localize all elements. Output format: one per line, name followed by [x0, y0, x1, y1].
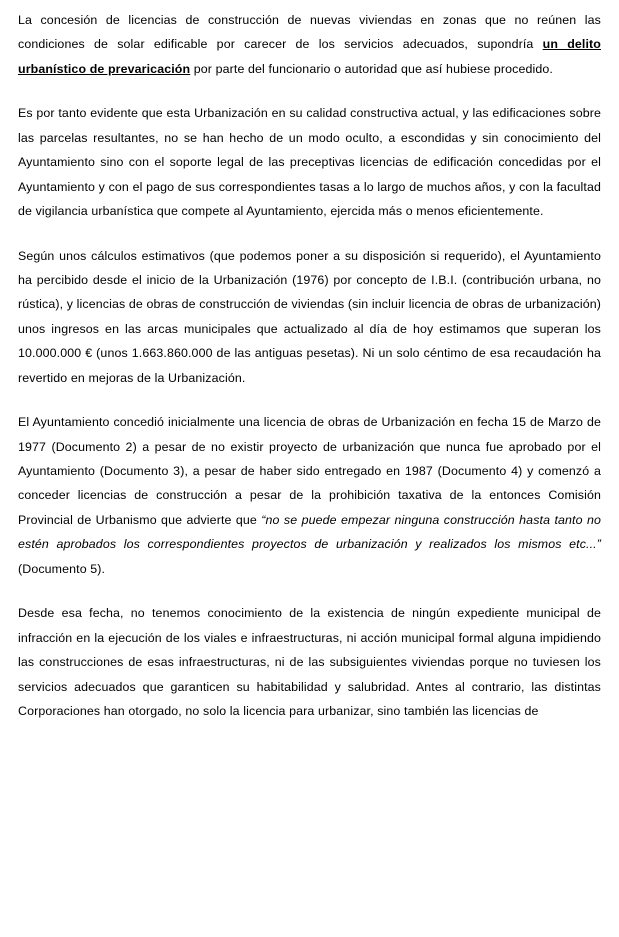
text-run: La concesión de licencias de construcción de nuevas viviendas en zonas que no reúnen las condiciones de solar edificable por carecer de los servicios adecuados, supondría — [18, 13, 601, 52]
paragraph — [18, 101, 601, 223]
text-run: Es por tanto evidente que esta Urbanización en su calidad constructiva actual, y las edificaciones sobre las parcelas resultantes, no se han hecho de un modo oculto, a escondidas y sin conocimiento del Ayuntamiento sino con el soporte legal de las preceptivas licencias de edificación concedidas por el Ayuntamiento y con el pago de sus correspondientes tasas a lo largo de muchos años, y con la facultad de vigilancia urbanística que compete al Ayuntamiento, ejercida más o menos eficientemente. — [18, 106, 601, 219]
text-run: Según unos cálculos estimativos (que podemos poner a su disposición si requerido), el Ayuntamiento ha percibido desde el inicio de la Urbanización (1976) por concepto de I.B.I. (contribución urbana, no rústica), y licencias de obras de construcción de viviendas (sin incluir licencia de obras de urbanización) unos ingresos en las arcas municipales que actualizado al día de hoy estimamos que superan los 10.000.000 € (unos 1.663.860.000 de las antiguas pesetas). Ni un solo céntimo de esa recaudación ha revertido en mejoras de la Urbanización. — [18, 248, 601, 385]
quoted-phrase: “no se puede empezar ninguna construcción hasta tanto no estén aprobados los correspondientes proyectos de urbanización y realizados los mismos etc...” — [18, 512, 601, 552]
text-run: (Documento 5). — [18, 561, 106, 576]
emphasized-phrase: un delito urbanístico de prevaricación — [18, 37, 601, 76]
paragraph — [18, 8, 601, 81]
paragraph — [18, 601, 601, 723]
text-run: Desde esa fecha, no tenemos conocimiento de la existencia de ningún expediente municipal de infracción en la ejecución de los viales e infraestructuras, ni acción municipal formal alguna impidiendo las construcciones de esas infraestructuras, ni de las subsiguientes viviendas porque no tuviesen los servicios adecuados que garanticen su habitabilidad y salubridad. Antes al contrario, las distintas Corporaciones han otorgado, no solo la licencia para urbanizar, sino también las licencias de — [18, 606, 601, 718]
text-run: por parte del funcionario o autoridad que así hubiese procedido. — [190, 61, 554, 76]
document-body — [18, 8, 601, 723]
paragraph — [18, 244, 601, 391]
text-run: El Ayuntamiento concedió inicialmente una licencia de obras de Urbanización en fecha 15 de Marzo de 1977 (Documento 2) a pesar de no existir proyecto de urbanización que nunca fue aprobado por el Ayuntamiento (Documento 3), a pesar de haber sido entregado en 1987 (Documento 4) y comenzó a conceder licencias de construcción a pesar de la prohibición taxativa de la entonces Comisión Provincial de Urbanismo que advierte que — [18, 415, 601, 527]
paragraph — [18, 410, 601, 581]
